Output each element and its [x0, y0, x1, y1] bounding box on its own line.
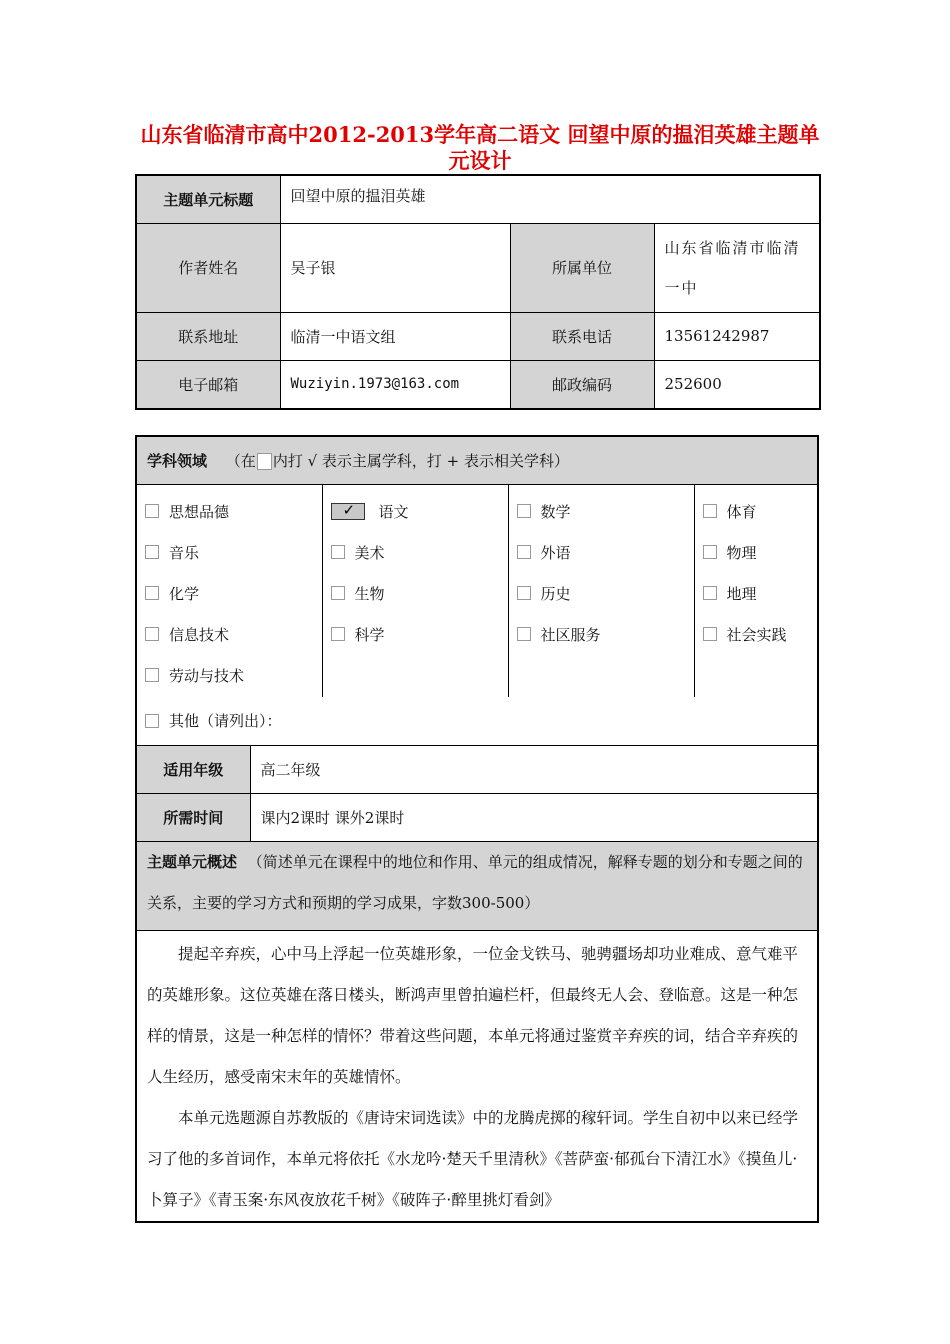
- subject-item[interactable]: [695, 491, 818, 532]
- checkbox-icon[interactable]: [331, 627, 345, 641]
- zip-label: 邮政编码: [510, 360, 654, 409]
- theme-value: 回望中原的揾泪英雄: [280, 175, 820, 223]
- checkbox-icon[interactable]: [331, 586, 345, 600]
- subject-item[interactable]: [695, 614, 818, 655]
- address-value: 临清一中语文组: [280, 312, 510, 360]
- subject-label: 生物: [354, 584, 385, 603]
- author-label: 作者姓名: [136, 223, 280, 312]
- checkbox-icon[interactable]: [145, 714, 159, 728]
- subjects-table: [135, 435, 819, 1223]
- checkbox-icon[interactable]: [517, 586, 531, 600]
- subject-item[interactable]: [695, 573, 818, 614]
- subject-col-4: [694, 484, 818, 697]
- checkbox-icon[interactable]: [517, 627, 531, 641]
- summary-label: 主题单元概述: [147, 852, 238, 871]
- time-value: 课内2课时 课外2课时: [250, 793, 818, 841]
- checkbox-icon[interactable]: [145, 668, 159, 682]
- zip-value: 252600: [654, 360, 820, 409]
- subject-label: 思想品德: [169, 502, 230, 521]
- email-label: 电子邮箱: [136, 360, 280, 409]
- unit-value: 山东省临清市临清一中: [654, 223, 820, 312]
- subject-label: 劳动与技术: [169, 666, 245, 685]
- info-table: [135, 174, 821, 410]
- checkbox-icon[interactable]: [517, 545, 531, 559]
- checkbox-icon[interactable]: [145, 504, 159, 518]
- subjects-header: [136, 436, 818, 484]
- address-label: 联系地址: [136, 312, 280, 360]
- checkbox-icon[interactable]: [703, 586, 717, 600]
- subjects-note-post: 内打 √ 表示主属学科，打 + 表示相关学科）: [272, 451, 570, 470]
- subject-label: 社会实践: [726, 625, 787, 644]
- summary-note: （简述单元在课程中的地位和作用、单元的组成情况，解释专题的划分和专题之间的关系，主要的学习方式和预期的学习成果，字数300-500）: [147, 852, 803, 912]
- subject-col-3: [508, 484, 694, 697]
- checkbox-icon[interactable]: [703, 545, 717, 559]
- checked-checkbox-icon[interactable]: [331, 503, 365, 520]
- subject-label: 化学: [169, 584, 200, 603]
- subject-label: 语文: [378, 502, 409, 521]
- summary-paragraph-2: 本单元选题源自苏教版的《唐诗宋词选读》中的龙腾虎掷的稼轩词。学生自初中以来已经学习了他的多首词作，本单元将依托《水龙吟·楚天千里清秋》《菩萨蛮·郁孤台下清江水》《摸鱼儿·卜算子》《青玉案·东风夜放花千树》《破阵子·醉里挑灯看剑》: [147, 1108, 799, 1209]
- subject-other-label: 其他（请列出）：: [169, 712, 282, 731]
- author-value: 吴子银: [280, 223, 510, 312]
- phone-label: 联系电话: [510, 312, 654, 360]
- summary-body: [136, 930, 818, 1222]
- time-label: 所需时间: [136, 793, 250, 841]
- subject-item[interactable]: [509, 614, 694, 655]
- subject-label: 体育: [726, 502, 757, 521]
- subject-item-other[interactable]: [137, 700, 817, 741]
- subject-label: 物理: [726, 543, 757, 562]
- subject-label: 信息技术: [169, 625, 230, 644]
- subject-item[interactable]: [509, 532, 694, 573]
- grade-label: 适用年级: [136, 745, 250, 793]
- page-title: 山东省临清市高中2012-2013学年高二语文 回望中原的揾泪英雄主题单元设计: [140, 122, 820, 173]
- subject-item[interactable]: [137, 573, 322, 614]
- unit-label: 所属单位: [510, 223, 654, 312]
- subject-label: 地理: [726, 584, 757, 603]
- subject-other-row: [136, 697, 818, 745]
- subject-item[interactable]: [137, 655, 322, 696]
- subject-item[interactable]: [137, 532, 322, 573]
- subject-item-chinese[interactable]: [323, 491, 508, 532]
- checkbox-icon[interactable]: [145, 627, 159, 641]
- subject-col-2: [322, 484, 508, 697]
- checkbox-icon[interactable]: [145, 586, 159, 600]
- subject-item[interactable]: [509, 573, 694, 614]
- summary-paragraph-1: 提起辛弃疾，心中马上浮起一位英雄形象，一位金戈铁马、驰骋疆场却功业难成、意气难平的英雄形象。这位英雄在落日楼头，断鸿声里曾拍遍栏杆，但最终无人会、登临意。这是一种怎样的情景，这是一种怎样的情怀？带着这些问题，本单元将通过鉴赏辛弃疾的词，结合辛弃疾的人生经历，感受南宋末年的英雄情怀。: [147, 944, 799, 1086]
- grade-value: 高二年级: [250, 745, 818, 793]
- subject-label: 外语: [540, 543, 571, 562]
- subjects-note-pre: （在: [225, 451, 256, 470]
- subject-item[interactable]: [323, 614, 508, 655]
- checkbox-icon[interactable]: [331, 545, 345, 559]
- subject-label: 美术: [354, 543, 385, 562]
- subject-item[interactable]: [323, 573, 508, 614]
- checkbox-icon[interactable]: [703, 627, 717, 641]
- subject-label: 数学: [540, 502, 571, 521]
- summary-header: [136, 841, 818, 930]
- subject-item[interactable]: [323, 532, 508, 573]
- checkbox-icon[interactable]: [703, 504, 717, 518]
- checkbox-icon: [257, 453, 272, 470]
- email-value: Wuziyin.1973@163.com: [280, 360, 510, 409]
- subject-label: 音乐: [169, 543, 200, 562]
- subject-label: 历史: [540, 584, 571, 603]
- subject-item[interactable]: [509, 491, 694, 532]
- theme-label: 主题单元标题: [136, 175, 280, 223]
- checkbox-icon[interactable]: [517, 504, 531, 518]
- subject-label: 社区服务: [540, 625, 601, 644]
- subject-item[interactable]: [695, 532, 818, 573]
- phone-value: 13561242987: [654, 312, 820, 360]
- subjects-label: 学科领域: [147, 451, 208, 470]
- subject-item[interactable]: [137, 491, 322, 532]
- subject-label: 科学: [354, 625, 385, 644]
- subject-item[interactable]: [137, 614, 322, 655]
- checkbox-icon[interactable]: [145, 545, 159, 559]
- subject-col-1: [136, 484, 322, 697]
